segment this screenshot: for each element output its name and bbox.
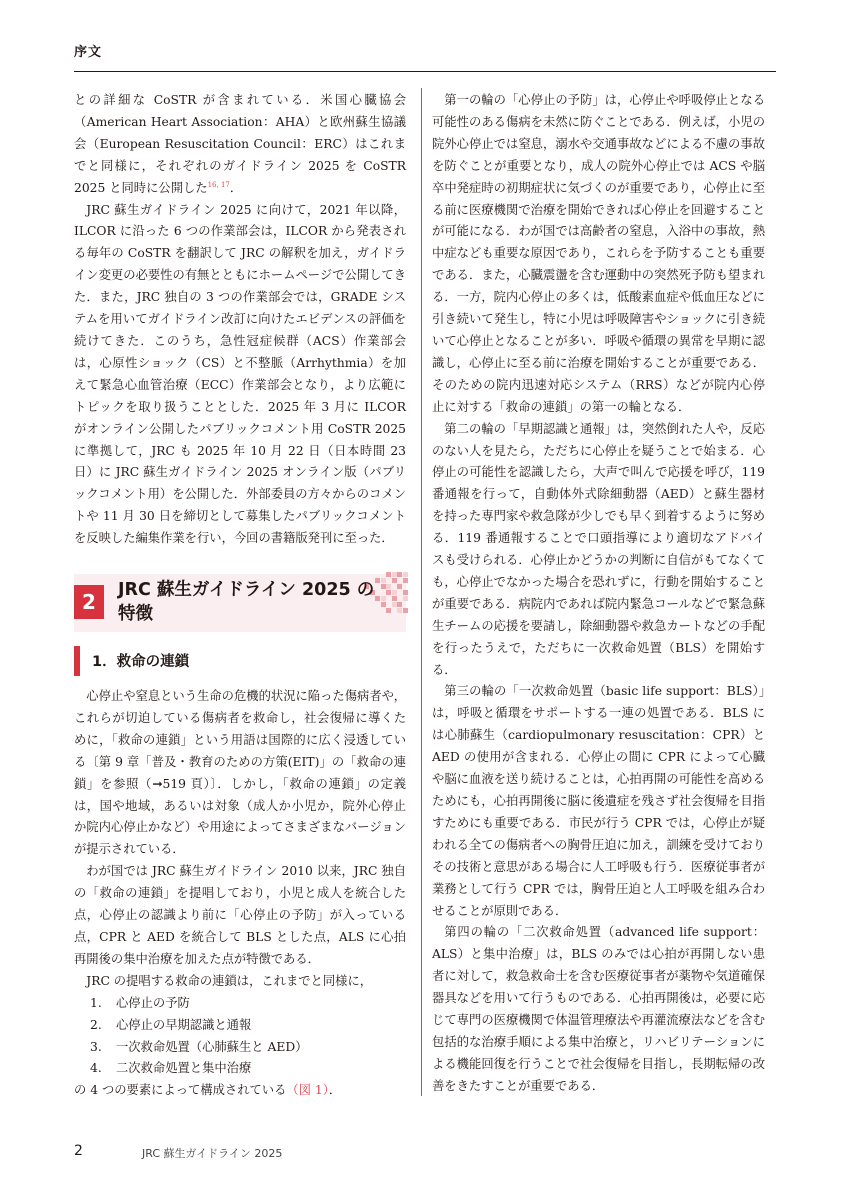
paragraph-text: との詳細な CoSTR が含まれている．米国心臓協会（American Heart Association：AHA）と欧州蘇生協議会（European Resuscitation Council：ERC）はこれまでと同様に，それぞれのガイドライン 2025 を CoSTR 2025 と同時に公開した [74,93,406,195]
left-column-top [74,90,406,550]
section-number: 2 [74,585,104,619]
list-text: 二次救命処置と集中治療 [116,1061,252,1076]
list-item [74,1037,406,1059]
paragraph: 第三の輪の「一次救命処置（basic life support：BLS）」は，呼吸と循環をサポートする一連の処置である．BLS には心肺蘇生（cardiopulmonary resuscitation：CPR）と AED の使用が含まれる．心停止の間に CPR によって心臓や脳に血液を送り続けることは，心拍再開の可能性を高めるためにも，心拍再開後に脳に後遺症を残さず社会復帰を目指すためにも重要である．市民が行う CPR では，心停止が疑われる全ての傷病者への胸骨圧迫に加え，訓練を受けておりその技術と意思がある場合に人工呼吸も行う．医療従事者が業務として行う CPR では，胸骨圧迫と人工呼吸を組み合わせることが原則である． [432,684,765,918]
figure-reference-link[interactable]: （図 1） [286,1083,329,1098]
paragraph: 第二の輪の「早期認識と通報」は，突然倒れた人や，反応のない人を見たら，ただちに心停止を疑うことで始まる．心停止の可能性を認識したら，大声で叫んで応援を呼び，119 番通報を行って，自動体外式除細動器（AED）と蘇生器材を持った専門家や救急隊が少しでも早く到着するように努める．119 番通報することで口頭指導により適切なアドバイスも受けられる．心停止かどうかの判断に自信がもてなくても，心停止でなかった場合を恐れずに，行動を開始することが重要である．病院内であれば院内緊急コールなどで緊急蘇生チームの応援を要請し，除細動器や救急カートなどの手配を行ったうえで，ただちに一次救命処置（BLS）を開始する． [432,421,765,677]
paragraph: わが国では JRC 蘇生ガイドライン 2010 以来，JRC 独自の「救命の連鎖」を提唱しており，小児と成人を統合した点，心停止の認識より前に「心停止の予防」が入っている点，CPR と AED を統合して BLS とした点，ALS に心拍再開後の集中治療を加えた点が特徴である． [74,864,406,966]
citation: 16, 17 [207,180,230,189]
paragraph-text: の 4 つの要素によって構成されている [74,1083,287,1098]
list-text: 一次救命処置（心肺蘇生と AED） [116,1039,308,1054]
section-title-line: 特徴 [118,604,153,624]
running-header: 序文 [74,45,103,60]
paragraph [74,90,406,200]
list-text: 心停止の早期認識と通報 [116,1017,252,1032]
chain-of-survival-list [74,993,406,1081]
page-number: 2 [74,1143,83,1159]
subsection-heading [74,646,406,676]
list-item [74,1058,406,1080]
publication-title: JRC 蘇生ガイドライン 2025 [142,1147,283,1160]
list-item [74,993,406,1015]
header-rule [74,71,776,72]
subsection-bar [74,646,80,676]
column-divider [421,88,422,1096]
left-column-bottom [74,686,406,1102]
paragraph: 第一の輪の「心停止の予防」は，心停止や呼吸停止となる可能性のある傷病を未然に防ぐことである．例えば，小児の院外心停止では窒息，溺水や交通事故などによる不慮の事故を防ぐことが重要となり，成人の院外心停止では ACS や脳卒中発症時の初期症状に気づくのが重要であり，心停止に至る前に医療機関で治療を開始できれば心停止を回避することが可能になる．わが国では高齢者の窒息，入浴中の事故，熱中症なども重要な原因であり，これらを予防することも重要である．また，心臓震盪を含む運動中の突然死予防も望まれる．一方，院内心停止の多くは，低酸素血症や低血圧などに引き続いて発生し，特に小児は呼吸障害やショックに引き続いて心停止となることが多い．呼吸や循環の異常を早期に認識し，心停止に至る前に治療を開始することが重要である．そのための院内迅速対応システム（RRS）などが院内心停止に対する「救命の連鎖」の第一の輪となる． [432,93,765,414]
paragraph-text: ． [229,180,243,195]
subsection-title: 1．救命の連鎖 [92,654,190,670]
list-number: 1. [90,995,102,1010]
list-text: 心停止の予防 [116,995,190,1010]
right-column [432,90,765,1098]
list-item [74,1015,406,1037]
list-number: 4. [90,1061,102,1076]
section-title-line: JRC 蘇生ガイドライン 2025 の [118,580,375,600]
list-number: 2. [90,1017,102,1032]
section-title [118,578,374,626]
paragraph [74,1080,406,1102]
paragraph: 心停止や窒息という生命の危機的状況に陥った傷病者や，これらが切迫している傷病者を救命し，社会復帰に導くために，「救命の連鎖」という用語は国際的に広く浸透している〔第 9 章「普及・教育のための方策(EIT)」の「救命の連鎖」を参照（➞519 頁）〕．しかし，「救命の連鎖」の定義は，国や地域，あるいは対象（成人か小児か，院外心停止か院内心停止かなど）や用途によってさまざまなバージョンが提示されている． [74,689,406,857]
paragraph-text: ． [328,1083,342,1098]
list-number: 3. [90,1039,102,1054]
paragraph: 第四の輪の「二次救命処置（advanced life support：ALS）と集中治療」は，BLS のみでは心拍が再開しない患者に対して，救急救命士を含む医療従事者が薬物や気道確保器具などを用いて行うものである．心拍再開後は，必要に応じて専門の医療機関で体温管理療法や再灌流療法などを含む包括的な治療手順による集中治療と，リハビリテーションによる機能回復を行うことで社会復帰を目指し，長期転帰の改善をきたすことが重要である． [432,925,765,1093]
paragraph: JRC の提唱する救命の連鎖は，これまでと同様に， [86,973,373,988]
paragraph: JRC 蘇生ガイドライン 2025 に向けて，2021 年以降，ILCOR に沿った 6 つの作業部会は，ILCOR から発表される毎年の CoSTR を翻訳して JRC の解釈を加え，ガイドライン変更の必要性の有無とともにホームページで公開してきた．また，JRC 独自の 3 つの作業部会では，GRADE システムを用いてガイドライン改訂に向けたエビデンスの評価を続けてきた．このうち，急性冠症候群（ACS）作業部会は，心原性ショック（CS）と不整脈（Arrhythmia）を加えて緊急心血管治療（ECC）作業部会となり，より広範にトピックを取り扱うこととした．2025 年 3 月に ILCOR がオンライン公開したパブリックコメント用 CoSTR 2025 に準拠して，JRC も 2025 年 10 月 22 日（日本時間 23 日）に JRC 蘇生ガイドライン 2025 オンライン版（パブリックコメント用）を公開した．外部委員の方々からのコメントや 11 月 30 日を締切として募集したパブリックコメントを反映した編集作業を行い，今回の書籍版発刊に至った． [74,202,406,546]
